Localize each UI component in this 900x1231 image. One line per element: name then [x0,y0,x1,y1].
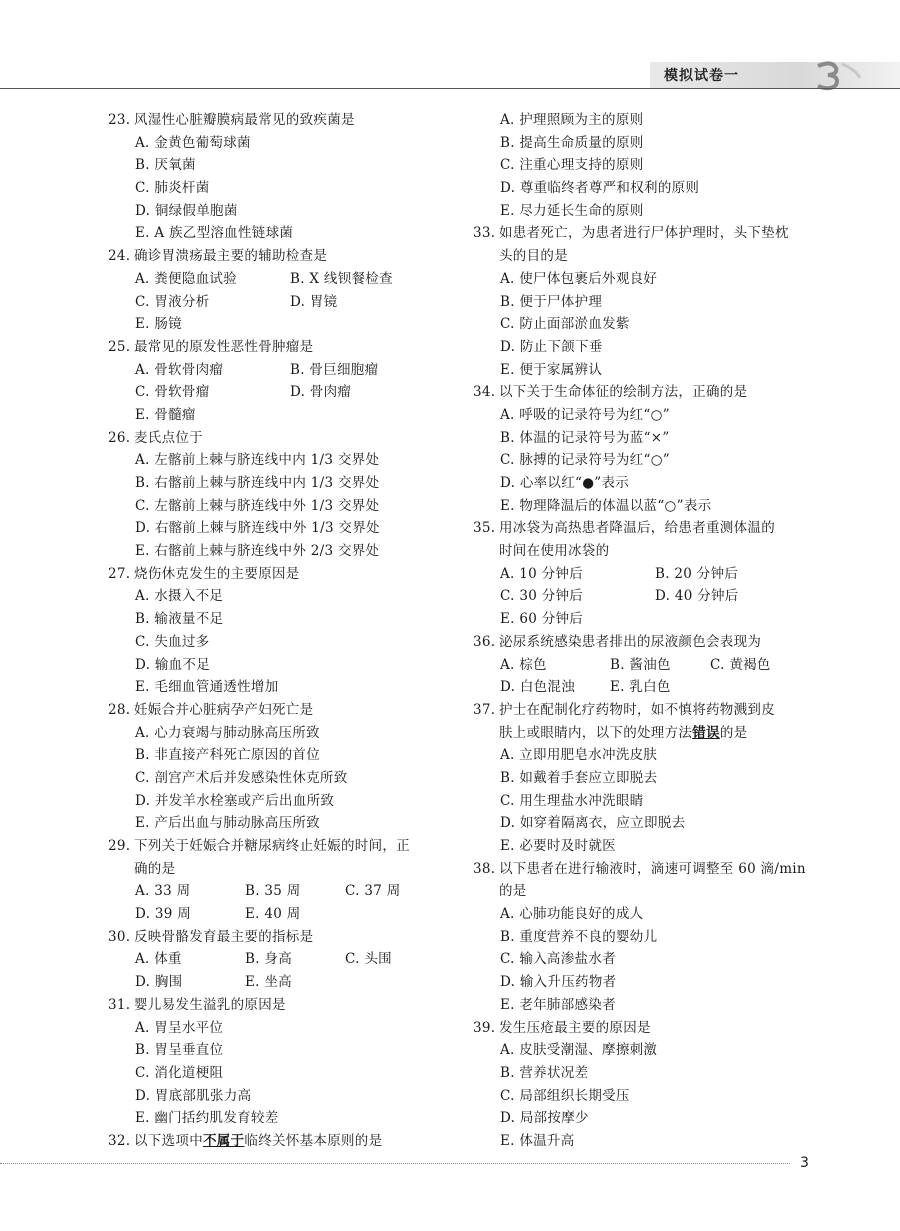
option-row [108,268,438,291]
question-stem: 31. 婴儿易发生溢乳的原因是 [108,996,286,1013]
option: E. 物理降温后的体温以蓝“○”表示 [500,497,712,514]
option: D. 右髂前上棘与脐连线中外 1/3 交界处 [135,520,380,537]
page-number: 3 [800,1155,809,1171]
option-row [108,381,438,404]
option: D. 尊重临终者尊严和权利的原则 [500,180,700,197]
option: A. 棕色 [500,656,547,673]
option: D. 胃底部肌张力高 [135,1087,252,1104]
question-stem: 36. 泌尿系统感染患者排出的尿液颜色会表现为 [473,633,762,650]
option: E. 右髂前上棘与脐连线中外 2/3 交界处 [135,543,380,560]
option: A. 33 周 [135,883,191,900]
left-column [108,109,438,1153]
option: E. 60 分钟后 [500,611,584,628]
question-stem: 29. 下列关于妊娠合并糖尿病终止妊娠的时间，正 [108,838,410,854]
option: B. 体温的记录符号为蓝“×” [500,429,670,446]
right-column [473,109,823,1153]
question-stem: 30. 反映骨骼发育最主要的指标是 [108,928,314,945]
option: E. 骨髓瘤 [135,406,196,423]
option: E. 坐高 [245,974,292,991]
option: B. 右髂前上棘与脐连线中内 1/3 交界处 [135,475,380,491]
option: D. 39 周 [135,906,191,923]
option: B. X 线钡餐检查 [290,270,393,287]
option: D. 胸围 [135,974,183,991]
question-stem: 25. 最常见的原发性恶性骨肿瘤是 [108,338,314,355]
option: B. 提高生命质量的原则 [500,134,644,151]
option: C. 消化道梗阻 [135,1064,224,1081]
question-stem-continued: 肤上或眼睛内，以下的处理方法错误的是 [499,724,748,741]
option: D. 如穿着隔离衣，应立即脱去 [500,815,686,832]
option: B. 非直接产科死亡原因的首位 [135,747,321,764]
option: D. 局部按摩少 [500,1110,589,1127]
option: A. 护理照顾为主的原则 [500,112,644,128]
option: A. 金黄色葡萄球菌 [135,134,251,151]
option: E. 毛细血管通透性增加 [135,679,279,696]
option: D. 胃镜 [290,293,338,310]
option: A. 心肺功能良好的成人 [500,906,644,923]
option: A. 胃呈水平位 [135,1019,224,1036]
option: B. 营养状况差 [500,1064,589,1081]
option-row [473,563,823,586]
question-stem: 23. 风湿性心脏瓣膜病最常见的致疾菌是 [108,112,355,128]
option: D. 输血不足 [135,656,211,673]
option: E. 乳白色 [610,679,671,696]
option-row [108,903,438,926]
option-row [473,585,823,608]
question-stem: 26. 麦氏点位于 [108,429,203,446]
option: C. 肺炎杆菌 [135,180,210,197]
option: C. 黄褐色 [710,656,771,673]
option: A. 骨软骨肉瘤 [135,361,224,378]
option: B. 便于尸体护理 [500,293,603,310]
option: A. 水摄入不足 [135,588,224,605]
option: E. 必要时及时就医 [500,838,616,854]
question-stem: 24. 确诊胃溃疡最主要的辅助检查是 [108,248,328,265]
option: E. 幽门括约肌发育较差 [135,1110,279,1127]
option: B. 身高 [245,951,293,968]
option: C. 脉搏的记录符号为红“○” [500,452,671,469]
option: E. 肠镜 [135,316,182,333]
option: B. 35 周 [245,883,301,900]
option: D. 输入升压药物者 [500,974,617,991]
option: B. 输液量不足 [135,611,224,628]
option-row [473,654,823,677]
header-logo-mark [814,58,864,92]
option: A. 皮肤受潮湿、摩擦刺激 [500,1042,658,1059]
option: E. 产后出血与肺动脉高压所致 [135,815,320,832]
option-row [108,291,438,314]
option: B. 如戴着手套应立即脱去 [500,769,658,786]
option: E. 体温升高 [500,1132,575,1149]
option-row [108,948,438,971]
question-stem: 33. 如患者死亡，为患者进行尸体护理时，头下垫枕 [473,225,789,242]
option: D. 防止下颌下垂 [500,338,603,355]
option: C. 注重心理支持的原则 [500,157,644,174]
option: C. 骨软骨瘤 [135,384,210,401]
option: C. 局部组织长期受压 [500,1087,630,1104]
option: C. 左髂前上棘与脐连线中外 1/3 交界处 [135,497,380,514]
option: B. 20 分钟后 [655,565,739,582]
footer-rule [0,1163,790,1164]
emphasis-text: 不属于 [203,1132,245,1149]
option: A. 心力衰竭与肺动脉高压所致 [135,724,320,741]
question-stem-continued: 时间在使用冰袋的 [499,543,610,560]
option: E. 尽力延长生命的原则 [500,202,644,219]
option: C. 失血过多 [135,633,210,650]
option: C. 用生理盐水冲洗眼睛 [500,792,644,809]
option: C. 剖宫产术后并发感染性休克所致 [135,769,348,786]
question-stem: 35. 用冰袋为高热患者降温后，给患者重测体温的 [473,520,775,537]
question-stem-continued: 的是 [499,883,527,900]
option: D. 铜绿假单胞菌 [135,202,238,219]
option-row [108,359,438,382]
option: E. 便于家属辨认 [500,361,603,378]
question-stem: 38. 以下患者在进行输液时，滴速可调整至 60 滴/min [473,860,806,877]
option: D. 心率以红“●”表示 [500,475,630,491]
option: C. 输入高渗盐水者 [500,951,616,968]
option: E. A 族乙型溶血性链球菌 [135,225,294,242]
option: A. 使尸体包裹后外观良好 [500,270,658,287]
question-stem-continued: 头的目的是 [499,248,568,265]
option: A. 立即用肥皂水冲洗皮肤 [500,747,658,764]
header-title: 模拟试卷一 [664,68,739,84]
option: D. 白色混浊 [500,679,576,696]
header-rule [0,88,900,89]
option-row [473,676,823,699]
option: A. 10 分钟后 [500,565,584,582]
option: B. 骨巨细胞瘤 [290,361,379,378]
option: E. 老年肺部感染者 [500,996,616,1013]
option: C. 30 分钟后 [500,588,584,605]
option-row [108,880,438,903]
option: C. 防止面部淤血发紫 [500,316,630,333]
question-stem: 37. 护士在配制化疗药物时，如不慎将药物溅到皮 [473,701,775,718]
option: A. 粪便隐血试验 [135,270,238,287]
question-stem: 39. 发生压疮最主要的原因是 [473,1019,651,1036]
option: A. 左髂前上棘与脐连线中内 1/3 交界处 [135,452,380,469]
emphasis-text: 错误 [692,724,720,741]
question-stem: 28. 妊娠合并心脏病孕产妇死亡是 [108,701,314,718]
question-stem: 27. 烧伤休克发生的主要原因是 [108,565,300,582]
option: B. 厌氧菌 [135,157,196,174]
option: C. 胃液分析 [135,293,210,310]
option: C. 37 周 [345,883,401,900]
question-stem: 32. 以下选项中不属于临终关怀基本原则的是 [108,1132,383,1149]
option: D. 并发羊水栓塞或产后出血所致 [135,792,335,809]
option: D. 40 分钟后 [655,588,739,605]
option: C. 头围 [345,951,392,968]
option: A. 体重 [135,951,182,968]
option: A. 呼吸的记录符号为红“○” [500,406,670,423]
option: B. 酱油色 [610,656,671,673]
question-stem: 34. 以下关于生命体征的绘制方法，正确的是 [473,384,748,401]
option: B. 胃呈垂直位 [135,1042,224,1059]
option: E. 40 周 [245,906,301,923]
option: B. 重度营养不良的婴幼儿 [500,928,658,945]
option-row [108,971,438,994]
option: D. 骨肉瘤 [290,384,352,401]
question-stem-continued: 确的是 [134,860,176,877]
